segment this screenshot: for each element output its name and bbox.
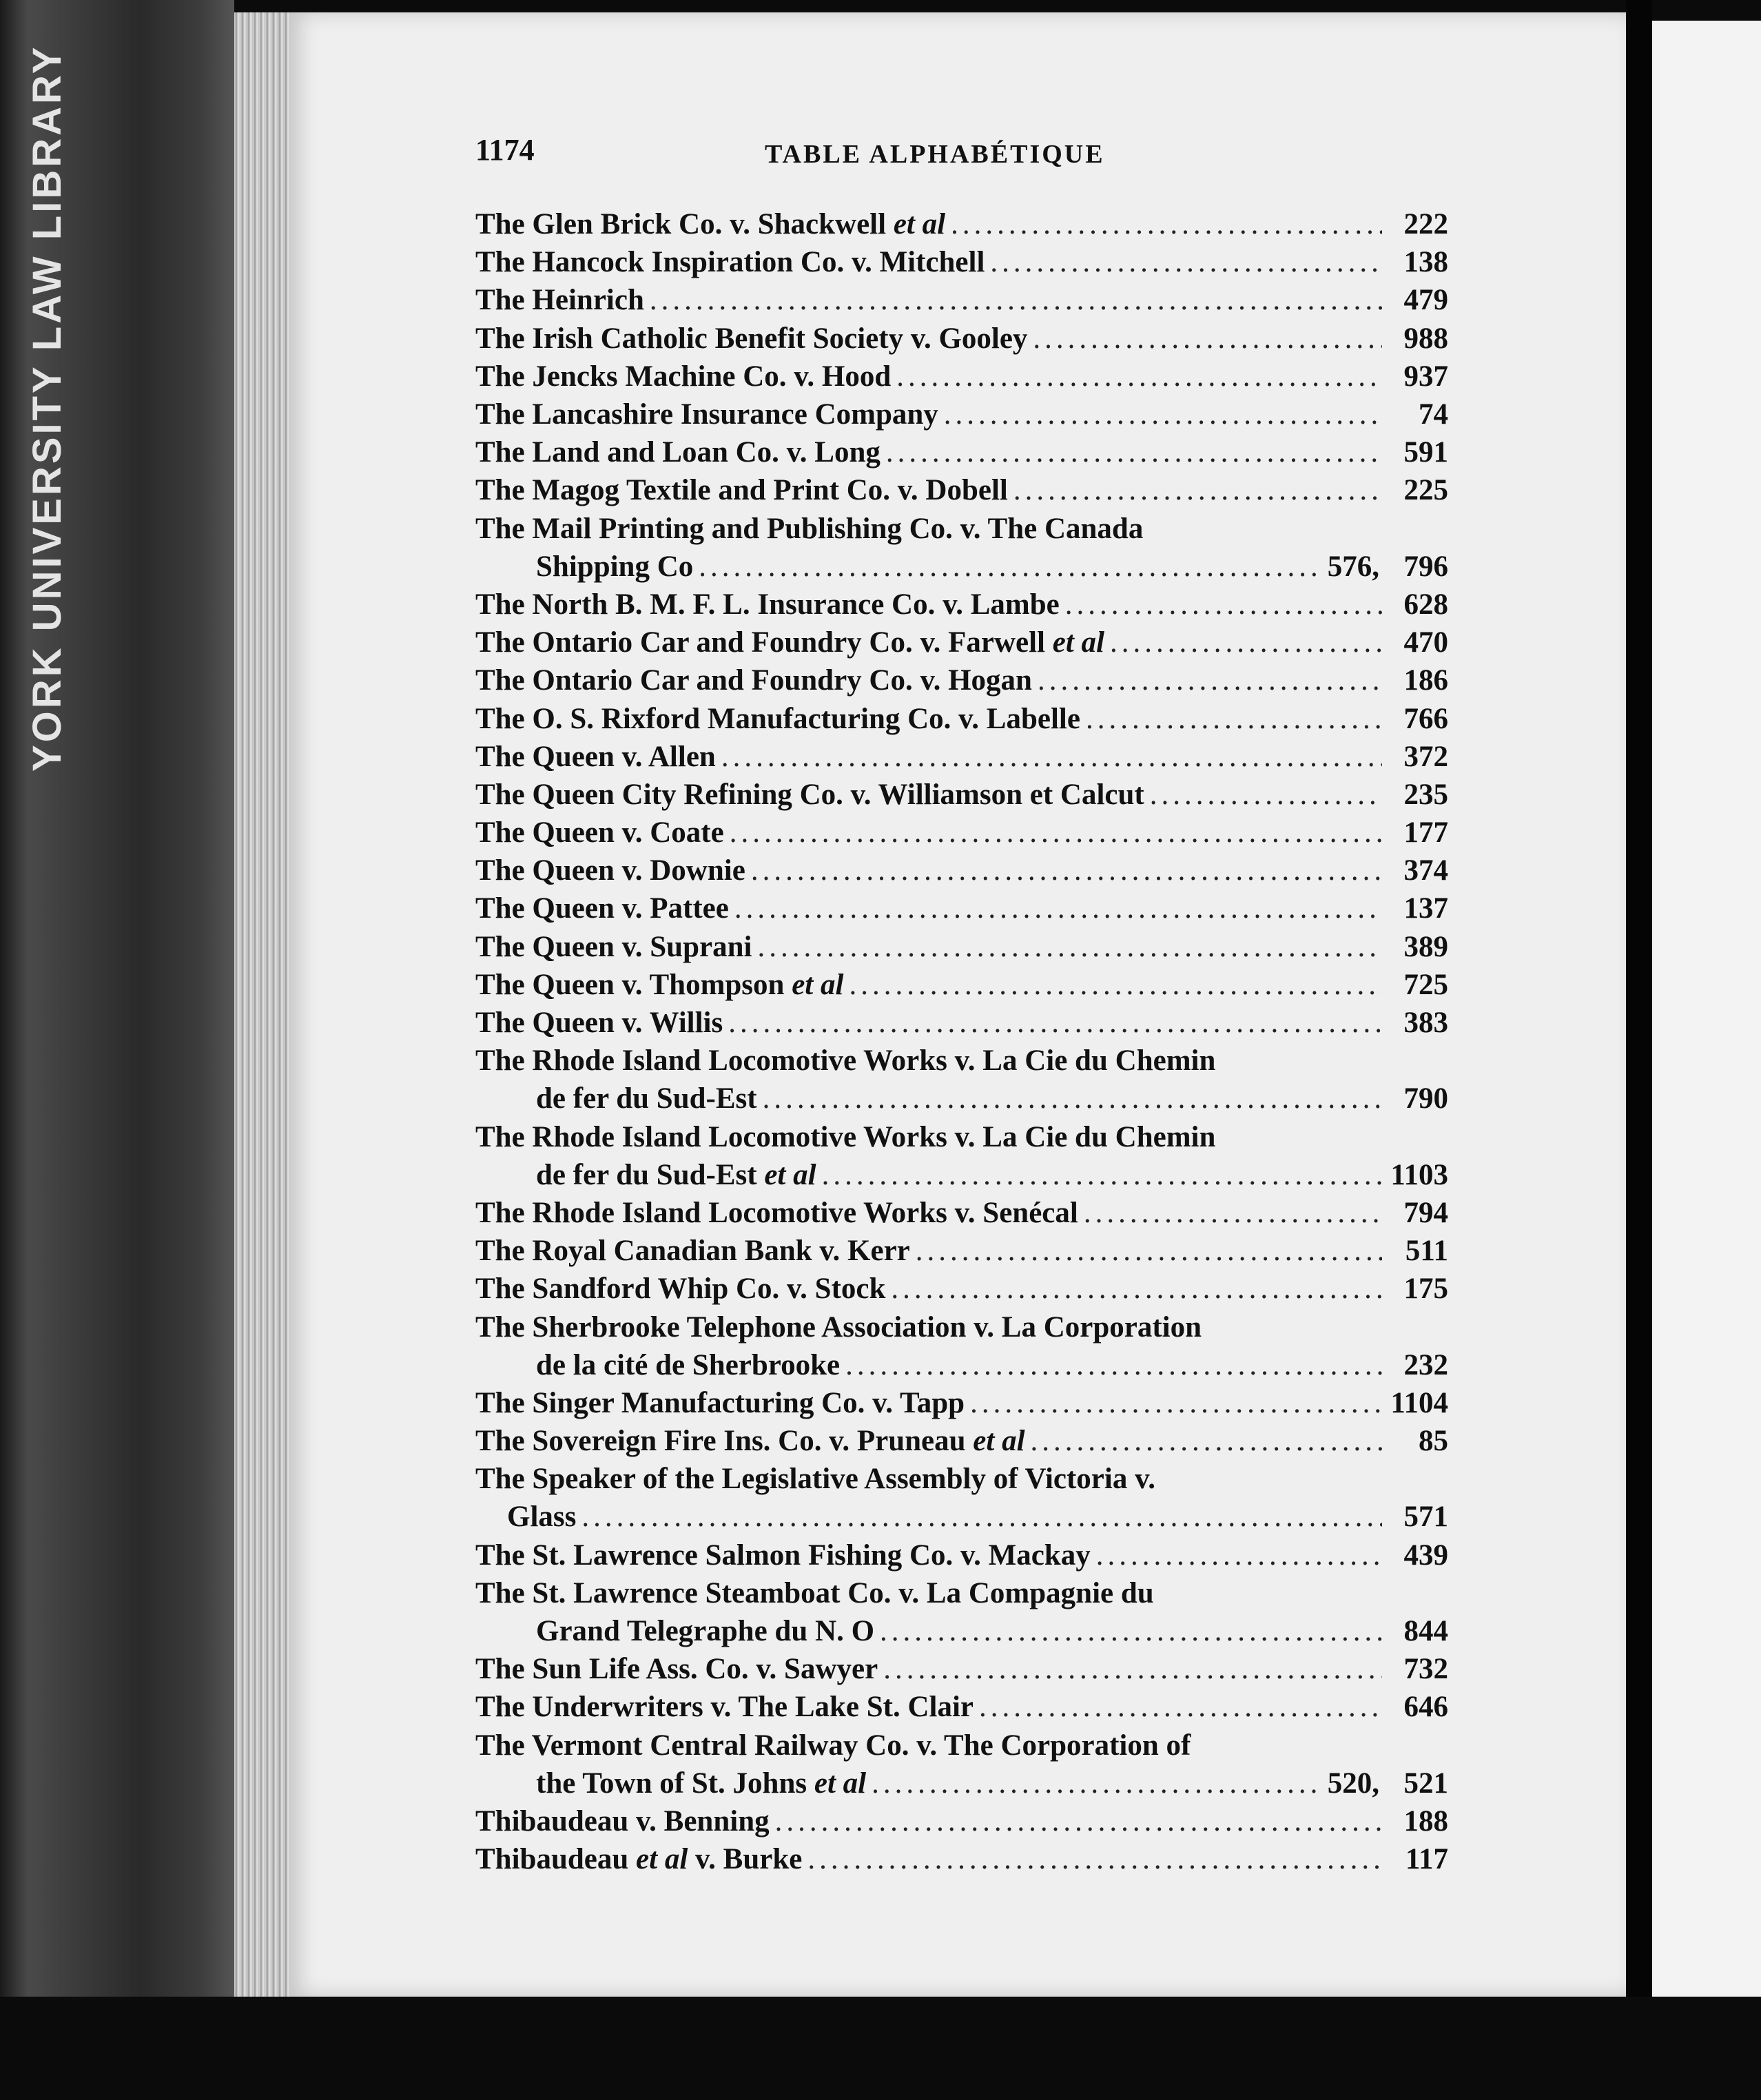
index-entry-line — [475, 1840, 1448, 1878]
entry-continuation-text: Shipping Co — [536, 550, 694, 583]
entry-title: The Rhode Island Locomotive Works v. La Cie du Chemin — [475, 1120, 1216, 1153]
entry-italic: et al — [764, 1158, 816, 1191]
entry-title-text: The St. Lawrence Salmon Fishing Co. v. Mackay — [475, 1538, 1091, 1572]
entry-title — [475, 1804, 770, 1838]
entry-page: 628 — [1403, 588, 1448, 621]
dot-leader — [775, 1804, 1382, 1838]
index-entry-line — [475, 395, 1448, 433]
dot-leader — [944, 398, 1382, 431]
entry-title — [475, 1424, 1025, 1458]
entry-page: 646 — [1403, 1691, 1448, 1724]
entry-title-text: The O. S. Rixford Manufacturing Co. v. Labelle — [475, 702, 1080, 735]
index-entry-line — [475, 889, 1448, 927]
entry-page: 188 — [1403, 1804, 1448, 1838]
index-entry-line — [475, 699, 1448, 737]
index-entry-line — [475, 1232, 1448, 1270]
entry-title — [475, 1234, 910, 1268]
dot-leader — [1013, 473, 1382, 507]
entry-italic: et al — [893, 208, 946, 241]
entry-title — [475, 626, 1104, 659]
index-entries — [475, 205, 1448, 1878]
entry-page: 235 — [1403, 778, 1448, 811]
entry-title — [475, 1538, 1091, 1572]
entry-continuation-text: the Town of St. Johns — [536, 1767, 807, 1800]
entry-title — [475, 816, 724, 850]
index-entry-continuation — [475, 1764, 1448, 1802]
entry-title — [475, 1652, 878, 1686]
dot-leader — [1038, 663, 1382, 697]
entry-title — [475, 740, 716, 774]
entry-page: 725 — [1403, 968, 1448, 1001]
entry-title-text: The Heinrich — [475, 284, 644, 317]
dot-leader — [1084, 1196, 1382, 1230]
index-entry-line — [475, 966, 1448, 1004]
entry-italic: et al — [814, 1767, 867, 1800]
page-number: 1174 — [475, 133, 535, 167]
entry-page: 1104 — [1390, 1386, 1448, 1419]
index-entry-line — [475, 738, 1448, 776]
dot-leader — [1150, 778, 1382, 812]
index-entry-line — [475, 1118, 1448, 1156]
entry-title — [475, 968, 843, 1002]
entry-title — [475, 1196, 1078, 1230]
entry-title: The St. Lawrence Steamboat Co. v. La Compagnie du — [475, 1576, 1154, 1609]
dot-leader — [751, 854, 1382, 887]
facing-page-edge — [1652, 21, 1761, 2019]
index-entry-line — [475, 586, 1448, 624]
index-entry-line — [475, 1270, 1448, 1308]
entry-title-text: The Queen v. Suprani — [475, 930, 752, 963]
entry-page: 479 — [1403, 284, 1448, 317]
spine-library-stamp: YORK UNIVERSITY LAW LIBRARY — [25, 44, 70, 772]
entry-page: 796 — [1403, 550, 1448, 583]
entry-title-text: The Queen v. Coate — [475, 816, 724, 850]
entry-continuation — [536, 1082, 757, 1115]
entry-page: 844 — [1403, 1615, 1448, 1648]
entry-title-text: The Ontario Car and Foundry Co. v. Farwell — [475, 626, 1045, 659]
dot-leader — [979, 1690, 1382, 1724]
entry-title-text: The North B. M. F. L. Insurance Co. v. Lambe — [475, 588, 1060, 621]
index-entry-line — [475, 281, 1448, 319]
dot-leader — [916, 1234, 1382, 1268]
entry-page: 137 — [1403, 892, 1448, 925]
entry-title-text: The Ontario Car and Foundry Co. v. Hogan — [475, 664, 1032, 697]
entry-title — [475, 1386, 965, 1420]
entry-title — [475, 398, 938, 431]
index-entry-line — [475, 852, 1448, 889]
dot-leader — [883, 1652, 1382, 1686]
index-entry-continuation — [475, 548, 1448, 586]
entry-title: The Sherbrooke Telephone Association v. La Corporation — [475, 1310, 1202, 1344]
entry-title-text: The Sun Life Ass. Co. v. Sawyer — [475, 1653, 878, 1686]
entry-continuation — [536, 1614, 874, 1648]
entry-title — [475, 435, 880, 469]
index-entry-line — [475, 1688, 1448, 1726]
entry-page: 591 — [1403, 436, 1448, 469]
dot-leader — [1033, 322, 1382, 356]
entry-page: 571 — [1403, 1501, 1448, 1534]
entry-title — [475, 245, 985, 279]
index-entry-line — [475, 1574, 1448, 1612]
entry-title-text: The Rhode Island Locomotive Works v. Senécal — [475, 1196, 1078, 1229]
index-entry-line — [475, 814, 1448, 852]
entry-title-text: Thibaudeau — [475, 1843, 629, 1876]
entry-page: 937 — [1403, 360, 1448, 393]
entry-page: 511 — [1405, 1235, 1448, 1268]
entry-continuation-text: Glass — [507, 1501, 577, 1534]
entry-title-text: The Queen v. Thompson — [475, 968, 785, 1001]
entry-page-extra: 520, — [1327, 1767, 1379, 1800]
index-entry-line — [475, 1727, 1448, 1764]
entry-page: 521 — [1403, 1767, 1448, 1800]
dot-leader — [880, 1614, 1382, 1648]
entry-title — [475, 1842, 802, 1876]
dot-leader — [822, 1158, 1382, 1192]
index-entry-continuation — [475, 1612, 1448, 1650]
entry-page: 790 — [1403, 1082, 1448, 1115]
entry-title-text: The Queen v. Downie — [475, 854, 745, 887]
entry-title — [475, 854, 745, 887]
entry-continuation-text: de fer du Sud-Est — [536, 1082, 757, 1115]
entry-title-text: The Underwriters v. The Lake St. Clair — [475, 1691, 974, 1724]
entry-title: The Rhode Island Locomotive Works v. La Cie du Chemin — [475, 1044, 1216, 1078]
index-entry-line — [475, 1004, 1448, 1042]
scan-border — [0, 1997, 1761, 2100]
entry-title — [475, 360, 891, 393]
dot-leader — [721, 740, 1382, 774]
dot-leader — [699, 550, 1320, 584]
entry-page: 186 — [1403, 664, 1448, 697]
entry-title — [475, 473, 1008, 507]
entry-title — [475, 1690, 974, 1724]
entry-continuation — [536, 1767, 866, 1800]
running-head: TABLE ALPHABÉTIQUE — [765, 140, 1105, 169]
index-entry-line — [475, 510, 1448, 548]
dot-leader — [1086, 702, 1382, 736]
index-entry-continuation — [475, 1346, 1448, 1384]
dot-leader — [757, 930, 1382, 964]
entry-page: 85 — [1419, 1425, 1448, 1458]
index-entry-line — [475, 205, 1448, 243]
entry-title — [475, 322, 1027, 356]
entry-page: 232 — [1403, 1348, 1448, 1381]
entry-title — [475, 663, 1032, 697]
index-entry-line — [475, 1536, 1448, 1574]
dot-leader — [730, 816, 1382, 850]
entry-continuation-text: de fer du Sud-Est — [536, 1158, 757, 1191]
entry-title — [475, 207, 945, 241]
entry-page: 988 — [1403, 322, 1448, 355]
index-entry-line — [475, 471, 1448, 509]
entry-title-text: Thibaudeau v. Benning — [475, 1804, 770, 1838]
entry-page: 470 — [1403, 626, 1448, 659]
entry-title: The Mail Printing and Publishing Co. v. The Canada — [475, 512, 1144, 545]
dot-leader — [1110, 626, 1382, 659]
entry-title — [475, 283, 644, 317]
entry-page-extra: 576, — [1327, 550, 1379, 583]
dot-leader — [872, 1767, 1321, 1800]
entry-italic: et al — [973, 1425, 1025, 1458]
entry-italic: et al — [1052, 626, 1104, 659]
entry-title-text: The Queen v. Willis — [475, 1007, 723, 1040]
dot-leader — [896, 360, 1382, 393]
entry-title-text: The Lancashire Insurance Company — [475, 398, 938, 431]
entry-page: 1103 — [1390, 1158, 1448, 1191]
entry-page: 74 — [1419, 398, 1448, 431]
entry-page: 225 — [1403, 474, 1448, 507]
entry-page: 439 — [1403, 1538, 1448, 1572]
dot-leader — [581, 1500, 1382, 1534]
entry-title-text: The Hancock Inspiration Co. v. Mitchell — [475, 246, 985, 279]
index-entry-line — [475, 1308, 1448, 1346]
entry-title-text: The Sandford Whip Co. v. Stock — [475, 1273, 886, 1306]
index-entry-line — [475, 1042, 1448, 1080]
dot-leader — [970, 1386, 1382, 1420]
entry-continuation — [507, 1500, 576, 1534]
index-entry-line — [475, 358, 1448, 395]
dot-leader — [1031, 1424, 1382, 1458]
dot-leader — [1096, 1538, 1382, 1572]
index-entry-line — [475, 1802, 1448, 1840]
entry-page: 383 — [1403, 1007, 1448, 1040]
entry-page: 389 — [1403, 930, 1448, 963]
entry-title — [475, 702, 1080, 736]
entry-continuation — [536, 1348, 840, 1382]
dot-leader — [734, 892, 1382, 925]
entry-title — [475, 588, 1060, 621]
dot-leader — [650, 283, 1382, 317]
entry-continuation — [536, 1158, 816, 1192]
entry-title — [475, 1006, 723, 1040]
entry-title-text: The Queen v. Allen — [475, 740, 716, 773]
entry-title-text: The Royal Canadian Bank v. Kerr — [475, 1235, 910, 1268]
entry-page: 177 — [1403, 816, 1448, 850]
dot-leader — [886, 435, 1382, 469]
dot-leader — [891, 1272, 1382, 1306]
index-entry-line — [475, 1384, 1448, 1422]
gutter-shadow — [1626, 0, 1652, 2100]
entry-title — [475, 892, 729, 925]
dot-leader — [807, 1842, 1382, 1876]
index-entry-line — [475, 243, 1448, 281]
entry-page: 222 — [1403, 208, 1448, 241]
entry-title-text: The Singer Manufacturing Co. v. Tapp — [475, 1386, 965, 1419]
index-entry-line — [475, 1460, 1448, 1498]
index-entry-line — [475, 320, 1448, 358]
index-entry-continuation — [475, 1080, 1448, 1118]
entry-page: 794 — [1403, 1196, 1448, 1229]
entry-title-text: The Magog Textile and Print Co. v. Dobell — [475, 474, 1008, 507]
dot-leader — [845, 1348, 1382, 1382]
dot-leader — [990, 245, 1382, 279]
index-entry-line — [475, 1650, 1448, 1688]
entry-title — [475, 778, 1144, 812]
dot-leader — [763, 1082, 1382, 1115]
entry-page: 374 — [1403, 854, 1448, 887]
index-entry-line — [475, 1194, 1448, 1232]
entry-title-text: The Sovereign Fire Ins. Co. v. Pruneau — [475, 1425, 966, 1458]
entry-title-text: The Queen City Refining Co. v. Williamson et Calcut — [475, 778, 1144, 811]
entry-italic: et al — [792, 968, 844, 1001]
entry-page: 766 — [1403, 702, 1448, 735]
entry-page: 117 — [1405, 1843, 1448, 1876]
entry-italic: et al — [636, 1843, 688, 1876]
index-entry-continuation — [475, 1498, 1448, 1536]
entry-title-after: v. Burke — [695, 1843, 803, 1876]
entry-title-text: The Queen v. Pattee — [475, 892, 729, 925]
index-entry-line — [475, 661, 1448, 699]
entry-title: The Speaker of the Legislative Assembly of Victoria v. — [475, 1463, 1155, 1496]
entry-title — [475, 1272, 885, 1306]
dot-leader — [728, 1006, 1382, 1040]
entry-continuation — [536, 550, 693, 584]
index-entry-line — [475, 1422, 1448, 1460]
entry-continuation-text: Grand Telegraphe du N. O — [536, 1615, 875, 1648]
entry-page: 732 — [1403, 1653, 1448, 1686]
index-entry-line — [475, 433, 1448, 471]
index-entry-line — [475, 776, 1448, 814]
entry-title-text: The Land and Loan Co. v. Long — [475, 436, 880, 469]
entry-continuation-text: de la cité de Sherbrooke — [536, 1348, 841, 1381]
entry-title — [475, 930, 752, 964]
entry-title-text: The Glen Brick Co. v. Shackwell — [475, 208, 887, 241]
index-entry-continuation — [475, 1156, 1448, 1194]
entry-page: 138 — [1403, 246, 1448, 279]
entry-page: 372 — [1403, 740, 1448, 773]
index-entry-line — [475, 928, 1448, 966]
entry-title: The Vermont Central Railway Co. v. The Corporation of — [475, 1729, 1191, 1762]
dot-leader — [951, 207, 1382, 241]
dot-leader — [1065, 588, 1382, 621]
entry-title-text: The Jencks Machine Co. v. Hood — [475, 360, 892, 393]
entry-title-text: The Irish Catholic Benefit Society v. Gooley — [475, 322, 1028, 355]
dot-leader — [849, 968, 1382, 1002]
entry-page: 175 — [1403, 1273, 1448, 1306]
page-edges — [234, 12, 289, 1997]
index-entry-line — [475, 624, 1448, 661]
